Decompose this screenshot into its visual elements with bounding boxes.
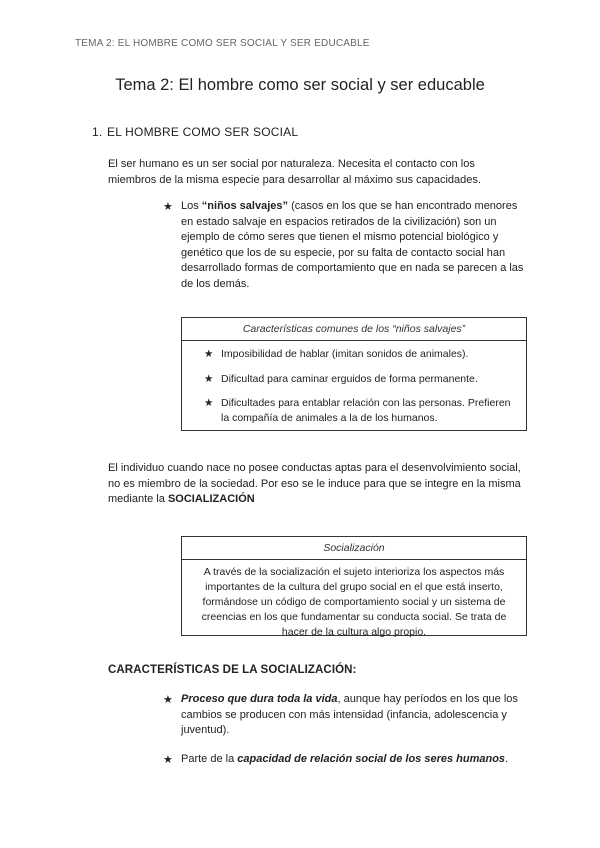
social-capacity-term: capacidad de relación social de los seres humanos bbox=[237, 753, 506, 765]
paragraph-text: , aunque hay períodos en los que los cambios se producen con más intensidad (infancia, adolescencia y juventud). bbox=[181, 693, 518, 736]
characteristics-box-title: Características comunes de los “niños salvajes” bbox=[182, 318, 526, 341]
lifelong-process-paragraph bbox=[181, 692, 526, 739]
paragraph-text: Parte de la bbox=[181, 753, 238, 765]
list-item-text: Dificultad para caminar erguidos de forma permanente. bbox=[221, 372, 478, 385]
list-item-text: Dificultades para entablar relación con las personas. Prefieren la compañía de animales a la de los humanos. bbox=[221, 397, 511, 424]
socialization-box-body: A través de la socialización el sujeto interioriza los aspectos más importantes de la cultura del grupo social en el que está inserto, formándose un código de comportamiento social y un sistema de creencias en los que fundamentar su conducta social. Se trata de hacer de la cultura algo propio. bbox=[201, 566, 507, 638]
socializacion-term: SOCIALIZACIÓN bbox=[167, 493, 255, 505]
list-item bbox=[204, 372, 526, 387]
intro-paragraph: El ser humano es un ser social por naturaleza. Necesita el contacto con los miembros de la misma especie para desarrollar al máximo sus capacidades. bbox=[108, 158, 481, 186]
lifelong-process-term: Proceso que dura toda la vida bbox=[181, 693, 338, 705]
list-item-text: Imposibilidad de hablar (imitan sonidos de animales). bbox=[221, 348, 469, 360]
star-bullet-icon: ★ bbox=[163, 754, 173, 766]
bullet-prefix: Los bbox=[181, 200, 202, 212]
section-number: 1. bbox=[92, 125, 103, 139]
characteristics-heading: CARACTERÍSTICAS DE LA SOCIALIZACIÓN: bbox=[108, 664, 357, 676]
characteristics-list bbox=[182, 341, 526, 425]
social-capacity-paragraph bbox=[181, 752, 526, 768]
star-bullet-icon: ★ bbox=[204, 397, 214, 409]
paragraph-text: El individuo cuando nace no posee conductas aptas para el desenvolvimiento social, no es miembro de la sociedad. Por eso se le induce para que se integre en la misma mediante la bbox=[108, 462, 521, 505]
socialization-box-title: Socialización bbox=[182, 537, 526, 560]
list-item bbox=[204, 347, 526, 362]
star-bullet-icon: ★ bbox=[163, 694, 173, 706]
running-header: TEMA 2: EL HOMBRE COMO SER SOCIAL Y SER EDUCABLE bbox=[75, 38, 370, 49]
characteristics-box bbox=[181, 317, 527, 431]
socialization-box bbox=[181, 536, 527, 636]
bullet-rest: (casos en los que se han encontrado menores en estado salvaje en espacios retirados de la civilización) son un ejemplo de cómo seres que tienen el mismo potencial biológico y genético que los de su especie, por su falta de contacto social han desarrollado formas de comportamiento que en nada se parecen a las de los demás. bbox=[181, 200, 524, 290]
ninos-salvajes-paragraph bbox=[181, 199, 531, 292]
list-item bbox=[204, 396, 511, 425]
section-heading bbox=[92, 125, 298, 139]
star-bullet-icon: ★ bbox=[163, 201, 173, 213]
socialization-paragraph bbox=[108, 461, 526, 508]
ninos-salvajes-term: “niños salvajes” bbox=[201, 200, 289, 212]
section-heading-text: EL HOMBRE COMO SER SOCIAL bbox=[107, 125, 299, 139]
star-bullet-icon: ★ bbox=[204, 348, 214, 360]
star-bullet-icon: ★ bbox=[204, 372, 214, 385]
paragraph-text: . bbox=[505, 753, 509, 765]
page-title: Tema 2: El hombre como ser social y ser educable bbox=[115, 76, 485, 94]
